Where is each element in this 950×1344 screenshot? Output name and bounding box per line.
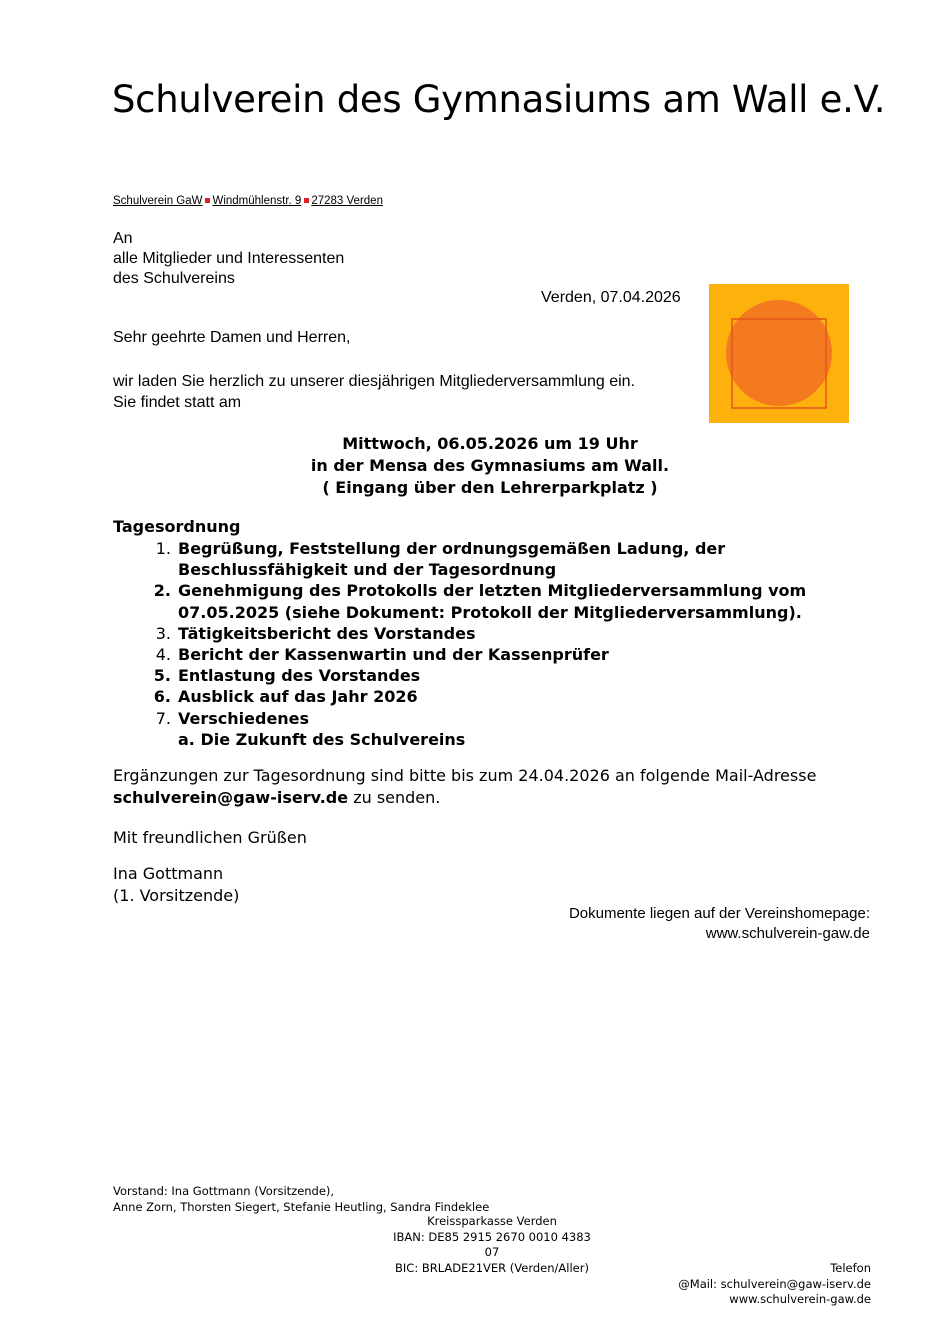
address-line: des Schulvereins [113, 270, 235, 287]
additions-suffix: zu senden. [348, 788, 441, 807]
event-location: in der Mensa des Gymnasiums am Wall. [310, 456, 670, 475]
agenda-item [113, 580, 893, 622]
signer-name: Ina Gottmann [113, 864, 224, 883]
agenda-item [113, 644, 893, 665]
contact-email-link[interactable]: schulverein@gaw-iserv.de [113, 788, 349, 807]
agenda-number: 2. [153, 581, 171, 601]
homepage-link[interactable]: www.schulverein-gaw.de [705, 925, 870, 942]
address-line: An [113, 230, 133, 247]
agenda-text: Verschiedenes [178, 708, 310, 728]
footer-homepage[interactable]: www.schulverein-gaw.de [729, 1292, 871, 1306]
agenda-number: 1. [155, 539, 171, 558]
signature [113, 863, 239, 907]
bank-iban: IBAN: DE85 2915 2670 0010 4383 07 [393, 1229, 591, 1259]
agenda-item [113, 623, 893, 644]
agenda-number: 6. [153, 687, 171, 707]
agenda-item [113, 665, 893, 686]
agenda-number: 7. [155, 708, 171, 728]
sender-line [113, 195, 383, 207]
agenda-number: 4. [155, 645, 171, 665]
agenda-item [113, 708, 893, 729]
event-entrance: ( Eingang über den Lehrerparkplatz ) [322, 478, 658, 497]
agenda-subitem: a. Die Zukunft des Schulvereins [178, 729, 466, 749]
sender-street: Windmühlenstr. 9 [212, 195, 302, 207]
footer-board [113, 1184, 489, 1215]
agenda-list [113, 538, 893, 750]
agenda-text: Ausblick auf das Jahr 2026 [178, 687, 418, 707]
letterhead-title: Schulverein des Gymnasiums am Wall e.V. [112, 78, 886, 121]
sender-city: 27283 Verden [311, 195, 383, 207]
footer-contact [678, 1261, 871, 1308]
agenda-additions-note [113, 765, 816, 809]
agenda-text: Bericht der Kassenwartin und der Kassenprüfer [178, 645, 609, 665]
footer-board-line: Anne Zorn, Thorsten Siegert, Stefanie Heutling, Sandra Findeklee [113, 1199, 490, 1214]
agenda-number: 5. [153, 666, 171, 686]
logo-circle [726, 300, 832, 406]
address-line: alle Mitglieder und Interessenten [113, 250, 345, 267]
separator-square-icon [205, 198, 210, 203]
agenda-number: 3. [155, 623, 171, 643]
agenda-text: Genehmigung des Protokolls der letzten Mitgliederversammlung vom 07.05.2025 (siehe Dokument: Protokoll der Mitgliederversammlung). [178, 581, 807, 622]
footer-email[interactable]: @Mail: schulverein@gaw-iserv.de [678, 1276, 871, 1291]
signer-role: (1. Vorsitzende) [113, 886, 240, 905]
intro-line: wir laden Sie herzlich zu unserer diesjährigen Mitgliederversammlung ein. [113, 373, 636, 390]
sender-name: Schulverein GaW [113, 195, 203, 207]
club-logo [709, 284, 849, 423]
recipient-address [113, 229, 344, 289]
bank-name: Kreissparkasse Verden [427, 1214, 557, 1228]
agenda-heading: Tagesordnung [113, 517, 241, 536]
separator-square-icon [304, 198, 309, 203]
agenda-item [113, 538, 893, 580]
event-details [113, 433, 867, 499]
agenda-text: Tätigkeitsbericht des Vorstandes [178, 623, 476, 643]
intro-text [113, 371, 635, 413]
additions-line: Ergänzungen zur Tagesordnung sind bitte bis zum 24.04.2026 an folgende Mail-Adresse [113, 766, 817, 785]
agenda-text: Entlastung des Vorstandes [178, 666, 421, 686]
closing: Mit freundlichen Grüßen [113, 828, 307, 847]
agenda-text: Begrüßung, Feststellung der ordnungsgemäßen Ladung, der Beschlussfähigkeit und der Tagesordnung [178, 539, 726, 580]
footer-board-line: Vorstand: Ina Gottmann (Vorsitzende), [113, 1184, 335, 1198]
salutation: Sehr geehrte Damen und Herren, [113, 329, 351, 346]
documents-note [569, 904, 870, 944]
footer-phone-label: Telefon [830, 1261, 871, 1275]
documents-text: Dokumente liegen auf der Vereinshomepage: [568, 905, 870, 922]
letter-date: Verden, 07.04.2026 [541, 289, 681, 306]
bank-bic: BIC: BRLADE21VER (Verden/Aller) [395, 1260, 589, 1275]
footer-bank [385, 1214, 599, 1276]
event-date: Mittwoch, 06.05.2026 um 19 Uhr [342, 434, 638, 453]
agenda-item [113, 686, 893, 707]
additions-line-2 [113, 787, 816, 809]
intro-line: Sie findet statt am [113, 394, 242, 411]
